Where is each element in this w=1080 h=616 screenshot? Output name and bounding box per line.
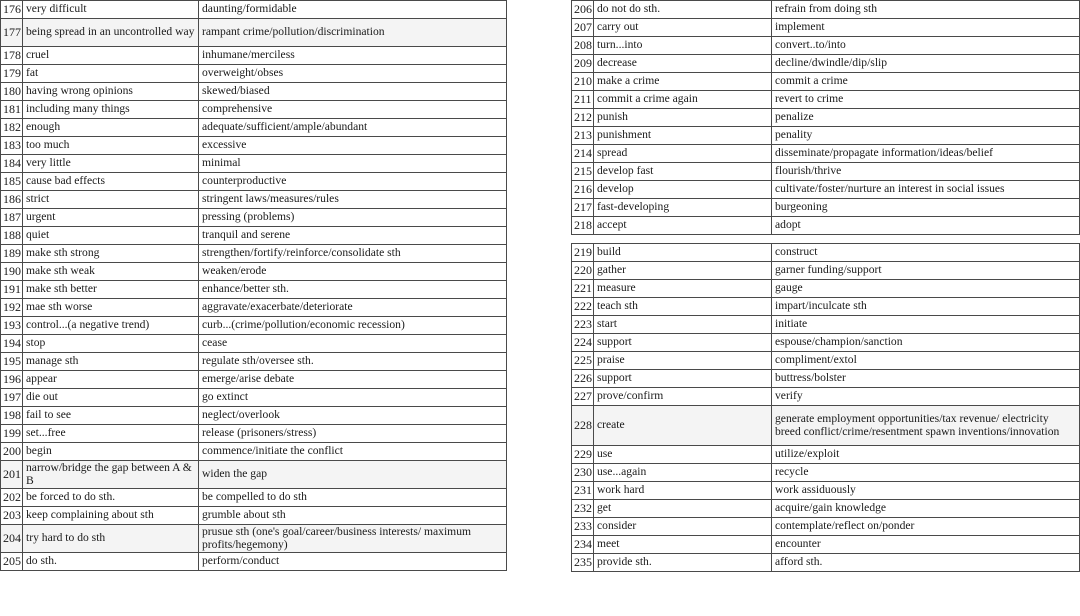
vocab-row	[1, 263, 507, 281]
formal-expression: afford sth.	[772, 554, 1080, 572]
formal-expression: garner funding/support	[772, 262, 1080, 280]
formal-expression: daunting/formidable	[199, 1, 507, 19]
plain-expression: meet	[594, 536, 772, 554]
plain-expression: appear	[23, 371, 199, 389]
plain-expression: having wrong opinions	[23, 83, 199, 101]
plain-expression: urgent	[23, 209, 199, 227]
entry-number: 186	[1, 191, 23, 209]
entry-number: 227	[572, 388, 594, 406]
entry-number: 195	[1, 353, 23, 371]
plain-expression: be forced to do sth.	[23, 489, 199, 507]
vocab-row	[1, 489, 507, 507]
vocab-row	[1, 461, 507, 489]
plain-expression: spread	[594, 145, 772, 163]
vocab-row	[572, 280, 1080, 298]
vocab-row	[1, 407, 507, 425]
plain-expression: enough	[23, 119, 199, 137]
plain-expression: control...(a negative trend)	[23, 317, 199, 335]
entry-number: 212	[572, 109, 594, 127]
formal-expression: strengthen/fortify/reinforce/consolidate sth	[199, 245, 507, 263]
formal-expression: refrain from doing sth	[772, 1, 1080, 19]
plain-expression: use	[594, 446, 772, 464]
formal-expression: stringent laws/measures/rules	[199, 191, 507, 209]
entry-number: 219	[572, 244, 594, 262]
formal-expression: penalize	[772, 109, 1080, 127]
plain-expression: commit a crime again	[594, 91, 772, 109]
plain-expression: fat	[23, 65, 199, 83]
vocab-row	[572, 554, 1080, 572]
formal-expression: adopt	[772, 217, 1080, 235]
entry-number: 191	[1, 281, 23, 299]
vocab-row	[1, 335, 507, 353]
entry-number: 196	[1, 371, 23, 389]
formal-expression: construct	[772, 244, 1080, 262]
formal-expression: utilize/exploit	[772, 446, 1080, 464]
entry-number: 215	[572, 163, 594, 181]
entry-number: 185	[1, 173, 23, 191]
vocab-table-right-a	[571, 0, 1080, 235]
entry-number: 178	[1, 47, 23, 65]
entry-number: 200	[1, 443, 23, 461]
left-vocab-column	[0, 0, 507, 571]
formal-expression: initiate	[772, 316, 1080, 334]
plain-expression: punishment	[594, 127, 772, 145]
vocab-row	[572, 352, 1080, 370]
entry-number: 210	[572, 73, 594, 91]
plain-expression: mae sth worse	[23, 299, 199, 317]
plain-expression: too much	[23, 137, 199, 155]
entry-number: 198	[1, 407, 23, 425]
entry-number: 176	[1, 1, 23, 19]
formal-expression: acquire/gain knowledge	[772, 500, 1080, 518]
plain-expression: die out	[23, 389, 199, 407]
vocab-row	[1, 371, 507, 389]
entry-number: 235	[572, 554, 594, 572]
entry-number: 214	[572, 145, 594, 163]
formal-expression: encounter	[772, 536, 1080, 554]
entry-number: 197	[1, 389, 23, 407]
vocab-row	[572, 55, 1080, 73]
formal-expression: cultivate/foster/nurture an interest in social issues	[772, 181, 1080, 199]
formal-expression: decline/dwindle/dip/slip	[772, 55, 1080, 73]
vocab-row	[1, 137, 507, 155]
vocab-row	[572, 73, 1080, 91]
vocab-table-left	[0, 0, 507, 571]
formal-expression: regulate sth/oversee sth.	[199, 353, 507, 371]
formal-expression: compliment/extol	[772, 352, 1080, 370]
plain-expression: use...again	[594, 464, 772, 482]
vocab-row	[572, 199, 1080, 217]
formal-expression: disseminate/propagate information/ideas/belief	[772, 145, 1080, 163]
entry-number: 204	[1, 525, 23, 553]
entry-number: 221	[572, 280, 594, 298]
vocab-row	[572, 19, 1080, 37]
plain-expression: develop fast	[594, 163, 772, 181]
vocab-row	[572, 91, 1080, 109]
entry-number: 192	[1, 299, 23, 317]
plain-expression: consider	[594, 518, 772, 536]
entry-number: 189	[1, 245, 23, 263]
entry-number: 193	[1, 317, 23, 335]
entry-number: 201	[1, 461, 23, 489]
plain-expression: very little	[23, 155, 199, 173]
plain-expression: set...free	[23, 425, 199, 443]
formal-expression: be compelled to do sth	[199, 489, 507, 507]
entry-number: 229	[572, 446, 594, 464]
plain-expression: make a crime	[594, 73, 772, 91]
vocab-row	[1, 65, 507, 83]
entry-number: 234	[572, 536, 594, 554]
formal-expression: excessive	[199, 137, 507, 155]
entry-number: 216	[572, 181, 594, 199]
plain-expression: narrow/bridge the gap between A & B	[23, 461, 199, 489]
vocab-row	[572, 1, 1080, 19]
vocab-row	[1, 245, 507, 263]
entry-number: 203	[1, 507, 23, 525]
plain-expression: quiet	[23, 227, 199, 245]
formal-expression: enhance/better sth.	[199, 281, 507, 299]
formal-expression: implement	[772, 19, 1080, 37]
formal-expression: revert to crime	[772, 91, 1080, 109]
plain-expression: build	[594, 244, 772, 262]
formal-expression: overweight/obses	[199, 65, 507, 83]
plain-expression: provide sth.	[594, 554, 772, 572]
entry-number: 206	[572, 1, 594, 19]
formal-expression: penality	[772, 127, 1080, 145]
formal-expression: inhumane/merciless	[199, 47, 507, 65]
vocab-row	[1, 173, 507, 191]
plain-expression: make sth strong	[23, 245, 199, 263]
vocab-row	[572, 446, 1080, 464]
entry-number: 190	[1, 263, 23, 281]
formal-expression: buttress/bolster	[772, 370, 1080, 388]
vocab-row	[1, 389, 507, 407]
right-vocab-column	[571, 0, 1080, 572]
entry-number: 233	[572, 518, 594, 536]
entry-number: 183	[1, 137, 23, 155]
formal-expression: commit a crime	[772, 73, 1080, 91]
plain-expression: stop	[23, 335, 199, 353]
entry-number: 205	[1, 553, 23, 571]
plain-expression: cause bad effects	[23, 173, 199, 191]
vocab-row	[572, 244, 1080, 262]
formal-expression: burgeoning	[772, 199, 1080, 217]
vocab-row	[1, 507, 507, 525]
entry-number: 207	[572, 19, 594, 37]
entry-number: 202	[1, 489, 23, 507]
plain-expression: do not do sth.	[594, 1, 772, 19]
entry-number: 208	[572, 37, 594, 55]
formal-expression: skewed/biased	[199, 83, 507, 101]
vocab-row	[572, 370, 1080, 388]
vocab-row	[1, 119, 507, 137]
plain-expression: punish	[594, 109, 772, 127]
entry-number: 222	[572, 298, 594, 316]
plain-expression: carry out	[594, 19, 772, 37]
entry-number: 184	[1, 155, 23, 173]
entry-number: 177	[1, 19, 23, 47]
vocab-row	[1, 553, 507, 571]
formal-expression: release (prisoners/stress)	[199, 425, 507, 443]
plain-expression: strict	[23, 191, 199, 209]
entry-number: 211	[572, 91, 594, 109]
entry-number: 182	[1, 119, 23, 137]
vocab-row	[1, 1, 507, 19]
entry-number: 223	[572, 316, 594, 334]
formal-expression: curb...(crime/pollution/economic recession)	[199, 317, 507, 335]
plain-expression: make sth better	[23, 281, 199, 299]
entry-number: 179	[1, 65, 23, 83]
formal-expression: work assiduously	[772, 482, 1080, 500]
vocab-row	[572, 127, 1080, 145]
entry-number: 218	[572, 217, 594, 235]
plain-expression: being spread in an uncontrolled way	[23, 19, 199, 47]
plain-expression: try hard to do sth	[23, 525, 199, 553]
plain-expression: keep complaining about sth	[23, 507, 199, 525]
vocab-row	[1, 227, 507, 245]
vocab-row	[572, 163, 1080, 181]
vocab-row	[572, 109, 1080, 127]
plain-expression: teach sth	[594, 298, 772, 316]
vocab-row	[572, 298, 1080, 316]
vocab-row	[572, 262, 1080, 280]
plain-expression: fast-developing	[594, 199, 772, 217]
entry-number: 225	[572, 352, 594, 370]
plain-expression: work hard	[594, 482, 772, 500]
formal-expression: prusue sth (one's goal/career/business interests/ maximum profits/hegemony)	[199, 525, 507, 553]
plain-expression: manage sth	[23, 353, 199, 371]
formal-expression: aggravate/exacerbate/deteriorate	[199, 299, 507, 317]
plain-expression: decrease	[594, 55, 772, 73]
formal-expression: comprehensive	[199, 101, 507, 119]
formal-expression: gauge	[772, 280, 1080, 298]
formal-expression: rampant crime/pollution/discrimination	[199, 19, 507, 47]
formal-expression: go extinct	[199, 389, 507, 407]
entry-number: 226	[572, 370, 594, 388]
entry-number: 230	[572, 464, 594, 482]
plain-expression: do sth.	[23, 553, 199, 571]
entry-number: 217	[572, 199, 594, 217]
formal-expression: impart/inculcate sth	[772, 298, 1080, 316]
formal-expression: adequate/sufficient/ample/abundant	[199, 119, 507, 137]
plain-expression: begin	[23, 443, 199, 461]
plain-expression: accept	[594, 217, 772, 235]
formal-expression: convert..to/into	[772, 37, 1080, 55]
vocab-row	[1, 353, 507, 371]
formal-expression: weaken/erode	[199, 263, 507, 281]
formal-expression: grumble about sth	[199, 507, 507, 525]
vocab-row	[572, 464, 1080, 482]
vocab-row	[572, 181, 1080, 199]
plain-expression: including many things	[23, 101, 199, 119]
vocab-row	[572, 37, 1080, 55]
entry-number: 231	[572, 482, 594, 500]
vocab-row	[1, 19, 507, 47]
plain-expression: make sth weak	[23, 263, 199, 281]
entry-number: 209	[572, 55, 594, 73]
plain-expression: create	[594, 406, 772, 446]
formal-expression: verify	[772, 388, 1080, 406]
vocab-row	[572, 536, 1080, 554]
plain-expression: start	[594, 316, 772, 334]
plain-expression: measure	[594, 280, 772, 298]
vocab-row	[1, 299, 507, 317]
vocab-row	[1, 209, 507, 227]
entry-number: 213	[572, 127, 594, 145]
entry-number: 187	[1, 209, 23, 227]
vocab-row	[1, 155, 507, 173]
vocab-row	[572, 518, 1080, 536]
vocab-row	[572, 500, 1080, 518]
vocab-row	[1, 317, 507, 335]
plain-expression: fail to see	[23, 407, 199, 425]
vocab-row	[1, 47, 507, 65]
formal-expression: perform/conduct	[199, 553, 507, 571]
formal-expression: generate employment opportunities/tax revenue/ electricity breed conflict/crime/resentment spawn inventions/innovation	[772, 406, 1080, 446]
entry-number: 224	[572, 334, 594, 352]
vocab-row	[572, 334, 1080, 352]
plain-expression: very difficult	[23, 1, 199, 19]
plain-expression: cruel	[23, 47, 199, 65]
entry-number: 188	[1, 227, 23, 245]
plain-expression: support	[594, 334, 772, 352]
plain-expression: gather	[594, 262, 772, 280]
vocab-row	[572, 482, 1080, 500]
formal-expression: commence/initiate the conflict	[199, 443, 507, 461]
entry-number: 220	[572, 262, 594, 280]
vocab-row	[572, 406, 1080, 446]
entry-number: 180	[1, 83, 23, 101]
formal-expression: emerge/arise debate	[199, 371, 507, 389]
plain-expression: develop	[594, 181, 772, 199]
vocab-row	[1, 83, 507, 101]
entry-number: 194	[1, 335, 23, 353]
entry-number: 228	[572, 406, 594, 446]
formal-expression: neglect/overlook	[199, 407, 507, 425]
plain-expression: turn...into	[594, 37, 772, 55]
vocab-row	[1, 443, 507, 461]
formal-expression: contemplate/reflect on/ponder	[772, 518, 1080, 536]
plain-expression: praise	[594, 352, 772, 370]
formal-expression: tranquil and serene	[199, 227, 507, 245]
formal-expression: cease	[199, 335, 507, 353]
vocab-row	[1, 101, 507, 119]
vocab-row	[1, 525, 507, 553]
entry-number: 232	[572, 500, 594, 518]
vocab-row	[572, 217, 1080, 235]
formal-expression: pressing (problems)	[199, 209, 507, 227]
vocab-row	[1, 281, 507, 299]
vocab-table-right-b	[571, 243, 1080, 572]
vocab-row	[572, 145, 1080, 163]
vocab-row	[1, 425, 507, 443]
plain-expression: get	[594, 500, 772, 518]
plain-expression: support	[594, 370, 772, 388]
formal-expression: counterproductive	[199, 173, 507, 191]
vocab-row	[572, 388, 1080, 406]
formal-expression: espouse/champion/sanction	[772, 334, 1080, 352]
entry-number: 199	[1, 425, 23, 443]
formal-expression: minimal	[199, 155, 507, 173]
formal-expression: flourish/thrive	[772, 163, 1080, 181]
vocab-row	[1, 191, 507, 209]
formal-expression: recycle	[772, 464, 1080, 482]
entry-number: 181	[1, 101, 23, 119]
vocab-row	[572, 316, 1080, 334]
plain-expression: prove/confirm	[594, 388, 772, 406]
formal-expression: widen the gap	[199, 461, 507, 489]
